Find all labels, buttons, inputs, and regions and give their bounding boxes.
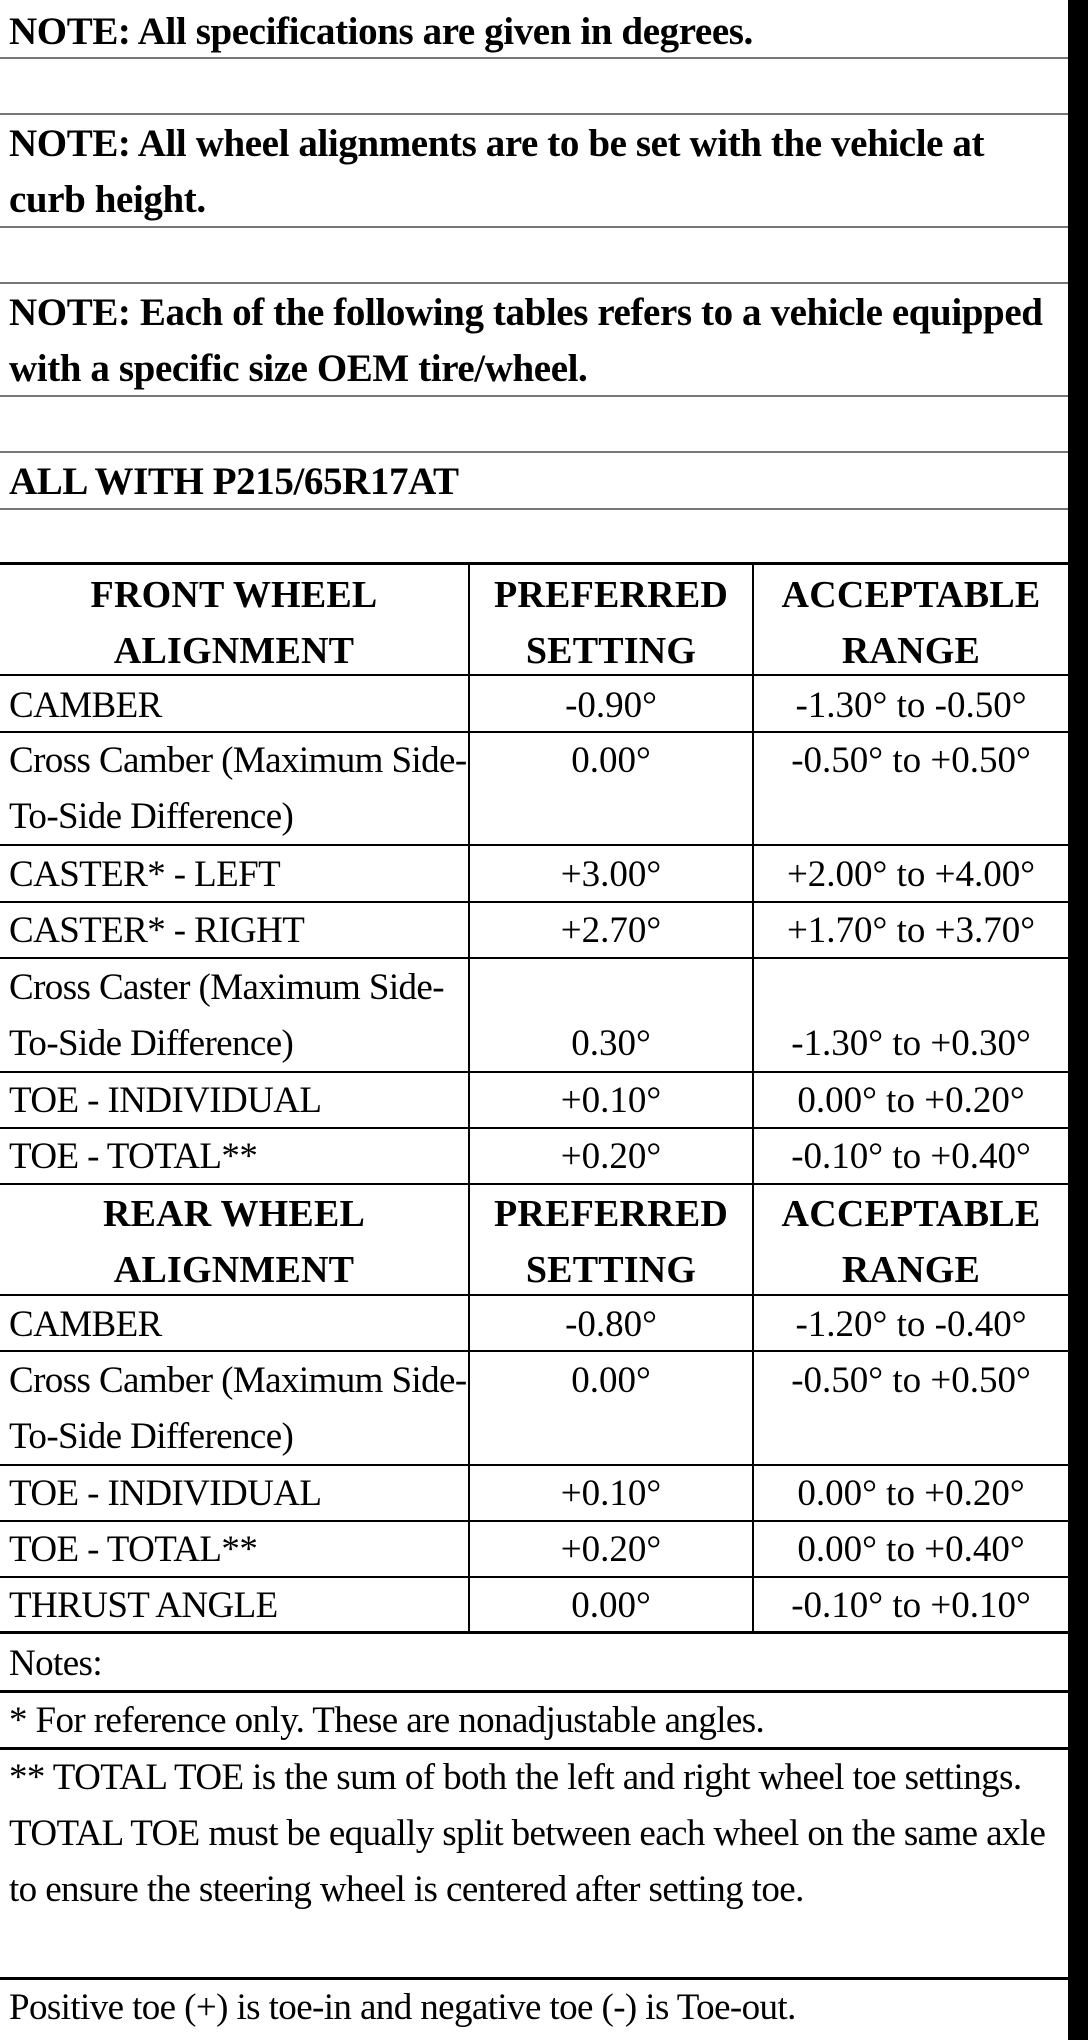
divider [0,226,1068,228]
front-row-0-label: CAMBER [9,685,162,726]
front-header-preferred: PREFERRED SETTING [493,574,729,672]
footnote-reference-only: * For reference only. These are nonadjustable angles. [9,1700,765,1741]
row-divider [0,844,1068,846]
row-divider [0,1183,1068,1185]
front-row-4-range: -1.30° to +0.30° [791,1023,1031,1064]
table-top-border [0,562,1068,565]
rear-row-0-range: -1.20° to -0.40° [795,1304,1027,1345]
footnote-total-toe: ** TOTAL TOE is the sum of both the left and right wheel toe settings. TOTAL TOE must be equally split between each wheel on the same axle to ensure the steering wheel is centered after setting toe. [9,1757,1046,1910]
rear-row-3-preferred: +0.20° [560,1529,662,1570]
front-row-1-preferred: 0.00° [571,740,651,781]
note-curb-height: NOTE: All wheel alignments are to be set with the vehicle at curb height. [9,122,985,221]
row-divider [0,674,1068,676]
front-row-3-range: +1.70° to +3.70° [786,910,1036,951]
front-row-1-range: -0.50° to +0.50° [791,740,1031,781]
rear-row-4-preferred: 0.00° [571,1585,651,1626]
note-tire-wheel: NOTE: Each of the following tables refers to a vehicle equipped with a specific size OEM tire/wheel. [9,291,1043,390]
front-row-4-label: Cross Caster (Maximum Side-To-Side Difference) [9,967,444,1064]
front-row-1-label: Cross Camber (Maximum Side-To-Side Difference) [9,740,467,837]
rear-row-1-range: -0.50° to +0.50° [791,1360,1031,1401]
front-row-3-label: CASTER* - RIGHT [9,910,305,951]
front-row-5-range: 0.00° to +0.20° [797,1080,1025,1121]
front-row-5-preferred: +0.10° [560,1080,662,1121]
rear-row-4-label: THRUST ANGLE [9,1585,278,1626]
front-row-0-preferred: -0.90° [565,685,657,726]
footnote-toe-sign: Positive toe (+) is toe-in and negative toe (-) is Toe-out. [9,1987,796,2028]
tire-size-heading: ALL WITH P215/65R17AT [9,460,459,503]
rear-row-2-range: 0.00° to +0.20° [797,1473,1025,1514]
front-row-6-label: TOE - TOTAL** [9,1136,258,1177]
rear-row-2-label: TOE - INDIVIDUAL [9,1473,322,1514]
rear-row-0-preferred: -0.80° [565,1304,657,1345]
rear-row-1-preferred: 0.00° [571,1360,651,1401]
notes-heading: Notes: [9,1643,103,1684]
rear-row-2-preferred: +0.10° [560,1473,662,1514]
front-row-2-range: +2.00° to +4.00° [786,854,1036,895]
rear-header-label: REAR WHEEL ALIGNMENT [102,1193,366,1291]
table-bottom-border [0,1631,1068,1634]
rear-row-4-range: -0.10° to +0.10° [791,1585,1031,1626]
front-row-5-label: TOE - INDIVIDUAL [9,1080,322,1121]
front-row-6-preferred: +0.20° [560,1136,662,1177]
rear-header-range: ACCEPTABLE RANGE [781,1193,1041,1291]
front-row-6-range: -0.10° to +0.40° [791,1136,1031,1177]
rear-row-0-label: CAMBER [9,1304,162,1345]
divider [0,282,1068,284]
front-row-0-range: -1.30° to -0.50° [795,685,1027,726]
front-row-2-preferred: +3.00° [560,854,662,895]
divider [0,395,1068,397]
front-header-range: ACCEPTABLE RANGE [781,574,1041,672]
divider [0,508,1068,510]
rear-header-preferred: PREFERRED SETTING [493,1193,729,1291]
rear-row-1-label: Cross Camber (Maximum Side-To-Side Difference) [9,1360,467,1457]
row-divider [0,1350,1068,1352]
divider [0,57,1068,59]
front-row-3-preferred: +2.70° [560,910,662,951]
divider [0,113,1068,115]
rear-row-3-range: 0.00° to +0.40° [797,1529,1025,1570]
row-divider [0,957,1068,959]
note-degrees: NOTE: All specifications are given in degrees. [9,10,753,53]
front-row-2-label: CASTER* - LEFT [9,854,281,895]
rear-row-3-label: TOE - TOTAL** [9,1529,258,1570]
front-row-4-preferred: 0.30° [571,1023,651,1064]
front-header-label: FRONT WHEEL ALIGNMENT [90,574,378,672]
divider [0,451,1068,453]
row-divider [0,1294,1068,1296]
